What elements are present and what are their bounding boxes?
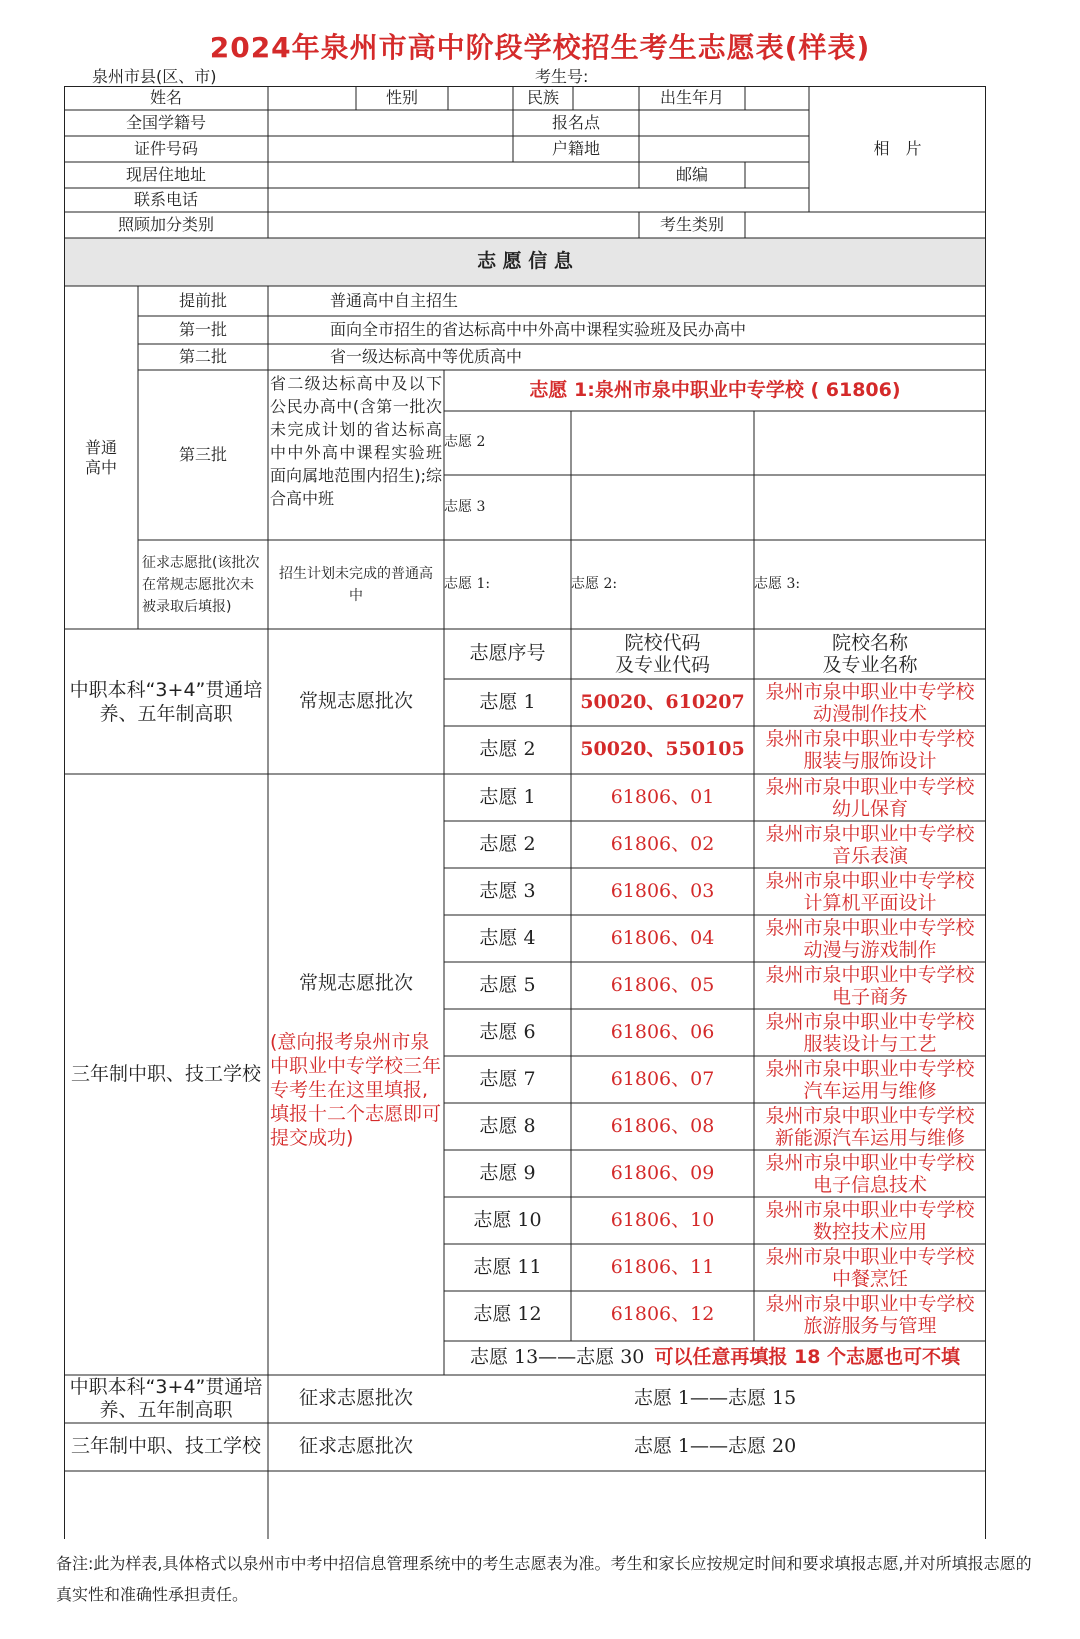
exam-number-label: 考生号: [535, 67, 589, 86]
gender-label: 性别 [385, 88, 418, 107]
solicit-choice-2[interactable]: 志愿 2: [571, 575, 618, 592]
birth-date-label: 出生年月 [659, 88, 724, 107]
ethnicity-field[interactable] [573, 86, 639, 110]
id-number-label: 证件号码 [133, 139, 198, 158]
choice-school-major[interactable] [754, 1244, 986, 1291]
choice-seq: 志愿 3 [479, 879, 536, 902]
batch-third-choice-3[interactable]: 志愿 3 [444, 498, 486, 515]
choice-seq: 志愿 5 [479, 973, 536, 996]
solicit-choice-1[interactable]: 志愿 1: [444, 575, 491, 592]
choice-school-major[interactable] [754, 868, 986, 915]
three-year-category: 三年制中职、技工学校 [70, 1062, 261, 1085]
vocational-batch: 常规志愿批次 [298, 689, 413, 712]
choice-seq: 志愿 1 [479, 785, 536, 808]
candidate-type-field[interactable] [745, 212, 986, 238]
name-label: 姓名 [149, 88, 182, 107]
vocational-category: 中职本科“3+4”贯通培养、五年制高职 [69, 678, 263, 725]
hukou-label: 户籍地 [551, 139, 600, 158]
choice-seq: 志愿 2 [479, 738, 536, 761]
batch-second-desc: 省一级达标高中等优质高中 [330, 347, 523, 366]
choice-seq: 志愿 6 [479, 1020, 536, 1043]
choice-code[interactable]: 61806、01 [610, 785, 715, 808]
choice-school: 泉州市泉中职业中专学校 [765, 775, 975, 798]
candidate-type-label: 考生类别 [659, 215, 724, 234]
choice-school-major[interactable] [754, 1291, 986, 1338]
choice-code[interactable]: 61806、08 [610, 1114, 715, 1137]
postcode-label: 邮编 [675, 165, 708, 184]
batch-second-name: 第二批 [178, 347, 227, 366]
choice-school-major[interactable] [754, 915, 986, 962]
choice-seq: 志愿 11 [473, 1255, 542, 1278]
birth-date-field[interactable] [745, 86, 809, 110]
hukou-field[interactable] [639, 136, 809, 162]
choice-code[interactable]: 61806、02 [610, 832, 715, 855]
header-seq: 志愿序号 [469, 642, 546, 665]
choice-code[interactable]: 61806、07 [610, 1067, 715, 1090]
choice-seq: 志愿 8 [479, 1114, 536, 1137]
choice-code[interactable]: 50020、550105 [580, 738, 745, 761]
postcode-field[interactable] [745, 162, 809, 188]
solicit-vocational-range[interactable]: 志愿 1——志愿 15 [633, 1387, 797, 1410]
choice-major: 计算机平面设计 [803, 891, 937, 914]
photo-box[interactable]: 相 片 [873, 139, 922, 158]
choice-seq: 志愿 10 [473, 1208, 542, 1231]
choice-seq: 志愿 1 [479, 690, 536, 713]
solicit-three-year-category: 三年制中职、技工学校 [70, 1435, 261, 1458]
choice-school: 泉州市泉中职业中专学校 [765, 822, 975, 845]
choice-seq: 志愿 2 [479, 832, 536, 855]
batch-first-name: 第一批 [178, 320, 227, 339]
choice-school: 泉州市泉中职业中专学校 [765, 1292, 975, 1315]
phone-field[interactable] [268, 188, 809, 212]
choice-major: 电子商务 [831, 985, 908, 1008]
choice-seq: 志愿 12 [473, 1302, 542, 1325]
choice-code[interactable]: 61806、11 [610, 1255, 715, 1278]
choice-major: 中餐烹饪 [831, 1267, 908, 1290]
footnote: 备注:此为样表,具体格式以泉州市中考中招信息管理系统中的考生志愿表为准。考生和家长应按规定时间和要求填报志愿,并对所填报志愿的真实性和准确性承担责任。 [56, 1554, 1032, 1604]
choice-major: 旅游服务与管理 [803, 1314, 937, 1337]
choice-major: 汽车运用与维修 [803, 1079, 937, 1102]
student-id-field[interactable] [268, 110, 513, 136]
choice-code[interactable]: 50020、610207 [580, 690, 745, 713]
name-field[interactable] [268, 86, 356, 110]
choice-major: 电子信息技术 [812, 1173, 927, 1196]
choice-code[interactable]: 61806、10 [610, 1208, 715, 1231]
highschool-category: 普通 高中 [84, 437, 117, 477]
choice-school-major[interactable] [754, 1103, 986, 1150]
address-label: 现居住地址 [125, 165, 206, 184]
choice-school: 泉州市泉中职业中专学校 [765, 916, 975, 939]
solicit-three-year-batch: 征求志愿批次 [298, 1435, 413, 1458]
batch-third-choice-1[interactable]: 志愿 1:泉州市泉中职业中专学校 ( 61806) [529, 378, 901, 401]
solicit-batch-name: 征求志愿批(该批次在常规志愿批次未被录取后填报) [142, 554, 260, 615]
choice-major: 服装设计与工艺 [803, 1032, 937, 1055]
header-name: 院校名称 及专业名称 [822, 632, 918, 676]
form-title: 2024年泉州市高中阶段学校招生考生志愿表(样表) [209, 31, 871, 64]
choice-school-major[interactable] [754, 1009, 986, 1056]
choice-school-major[interactable] [754, 962, 986, 1009]
choice-school-major[interactable] [754, 679, 986, 726]
choice-major: 动漫与游戏制作 [803, 938, 937, 961]
batch-third-choice-2[interactable]: 志愿 2 [444, 434, 486, 451]
solicit-three-year-range[interactable]: 志愿 1——志愿 20 [633, 1435, 797, 1458]
registration-point-label: 报名点 [551, 113, 600, 132]
batch-first-desc: 面向全市招生的省达标高中中外高中课程实验班及民办高中 [330, 320, 747, 339]
choice-major: 数控技术应用 [812, 1220, 927, 1243]
choice-code[interactable]: 61806、04 [610, 926, 715, 949]
choice-school: 泉州市泉中职业中专学校 [765, 869, 975, 892]
choice-code[interactable]: 61806、12 [610, 1302, 715, 1325]
choice-school-major[interactable] [754, 1056, 986, 1103]
choice-school: 泉州市泉中职业中专学校 [765, 1057, 975, 1080]
choice-major: 服装与服饰设计 [803, 750, 937, 772]
choice-seq: 志愿 9 [479, 1161, 536, 1184]
solicit-vocational-category: 中职本科“3+4”贯通培养、五年制高职 [69, 1376, 263, 1421]
choice-school-major[interactable] [754, 1197, 986, 1244]
batch-third-desc: 省二级达标高中及以下公民办高中(含第一批次未完成计划的省达标高中中外高中课程实验班面向属地范围内招生);综合高中班 [270, 374, 442, 508]
solicit-batch-desc: 招生计划未完成的普通高中 [279, 565, 433, 604]
three-year-hint: (意向报考泉州市泉中职业中专学校三年专考生在这里填报,填报十二个志愿即可提交成功) [270, 1031, 442, 1149]
choice-seq: 志愿 7 [479, 1067, 536, 1090]
choice-code[interactable]: 61806、03 [610, 879, 715, 902]
student-id-label: 全国学籍号 [125, 113, 206, 132]
choice-major: 音乐表演 [831, 844, 908, 867]
extra-choices-row[interactable] [444, 1341, 986, 1375]
choice-school-major[interactable] [754, 821, 986, 868]
extra-choices-label: 志愿 13——志愿 30 [469, 1346, 645, 1369]
batch-early-desc: 普通高中自主招生 [330, 291, 459, 310]
choice-school: 泉州市泉中职业中专学校 [765, 1245, 975, 1268]
choice-school: 泉州市泉中职业中专学校 [765, 963, 975, 986]
choice-school-major[interactable] [754, 774, 986, 821]
batch-third-name: 第三批 [178, 445, 227, 464]
choice-school: 泉州市泉中职业中专学校 [765, 728, 975, 750]
application-form-table [64, 86, 1030, 1539]
choice-school: 泉州市泉中职业中专学校 [765, 680, 975, 703]
bonus-category-field[interactable] [268, 212, 639, 238]
id-number-field[interactable] [268, 136, 513, 162]
choice-major: 新能源汽车运用与维修 [774, 1126, 965, 1149]
choice-school-major[interactable] [754, 1150, 986, 1197]
batch-early-name: 提前批 [178, 291, 227, 310]
solicit-choice-3[interactable]: 志愿 3: [754, 575, 801, 592]
ethnicity-label: 民族 [526, 88, 559, 107]
choice-school: 泉州市泉中职业中专学校 [765, 1151, 975, 1174]
choice-code[interactable]: 61806、06 [610, 1020, 715, 1043]
phone-label: 联系电话 [133, 190, 198, 209]
choice-school: 泉州市泉中职业中专学校 [765, 1198, 975, 1221]
choice-major: 动漫制作技术 [812, 702, 927, 725]
three-year-batch: 常规志愿批次 [298, 972, 413, 995]
registration-point-field[interactable] [639, 110, 809, 136]
bonus-category-label: 照顾加分类别 [117, 215, 214, 234]
gender-field[interactable] [448, 86, 513, 110]
choice-code[interactable]: 61806、05 [610, 973, 715, 996]
county-label: 泉州市县(区、市) [92, 67, 217, 86]
header-code: 院校代码 及专业代码 [614, 632, 710, 676]
solicit-vocational-batch: 征求志愿批次 [298, 1387, 413, 1410]
choice-school-major[interactable] [754, 726, 986, 774]
choice-school: 泉州市泉中职业中专学校 [765, 1104, 975, 1127]
section-title: 志 愿 信 息 [477, 250, 573, 273]
choice-major: 幼儿保育 [831, 797, 908, 820]
address-field[interactable] [268, 162, 639, 188]
choice-seq: 志愿 4 [479, 926, 536, 949]
choice-school: 泉州市泉中职业中专学校 [765, 1010, 975, 1033]
choice-code[interactable]: 61806、09 [610, 1161, 715, 1184]
extra-choices-note: 可以任意再填报 18 个志愿也可不填 [654, 1346, 961, 1369]
